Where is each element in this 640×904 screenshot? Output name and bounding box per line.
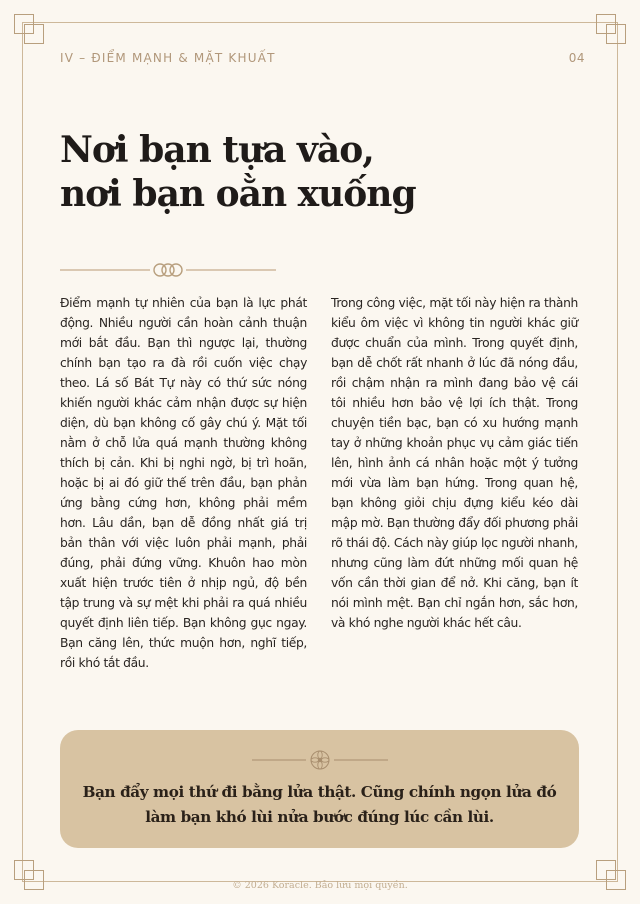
quote-text xyxy=(80,780,559,830)
quote-callout xyxy=(60,730,579,848)
corner-ornament-icon xyxy=(14,14,44,44)
chapter-label: IV – ĐIỂM MẠNH & MẶT KHUẤT xyxy=(60,51,276,65)
corner-ornament-icon xyxy=(596,14,626,44)
body-column-left: Điểm mạnh tự nhiên của bạn là lực phát động. Nhiều người cần hoàn cảnh thuận mới bắt đầu. Bạn thì ngược lại, thường chính bạn tạo ra đà rồi cuốn việc chạy theo. Lá số Bát Tự này có thứ sức nóng khiến người khác cảm nhận được sự hiện diện, dù bạn không cố gây chú ý. Mặt tối nằm ở chỗ lửa quá mạnh thường không thích bị cản. Khi bị nghi ngờ, bị trì hoãn, hoặc bị ai đó giữ thế trên đầu, bạn phản ứng bằng cứng hơn, không phải mềm hơn. Lâu dần, bạn dễ đồng nhất giá trị bản thân với việc luôn phải mạnh, phải đúng, phải đứng vững. Khuôn hao mòn xuất hiện trước tiên ở nhịp ngủ, độ bền tập trung và sự mệt khi phải ra quá nhiều quyết định liên tiếp. Bạn không gục ngay. Bạn căng lên, thức muộn hơn, nghĩ tiếp, rồi khó tắt đầu. xyxy=(60,296,307,670)
page-number: 04 xyxy=(568,51,585,65)
page-title-line-1: Nơi bạn tựa vào, xyxy=(60,129,374,171)
page-title xyxy=(60,128,580,216)
copyright-footer: © 2026 Koracle. Bảo lưu mọi quyền. xyxy=(232,880,408,891)
body-column-right: Trong công việc, mặt tối này hiện ra thành kiểu ôm việc vì không tin người khác giữ được chuẩn của mình. Trong quyết định, bạn dễ chốt rất nhanh ở lúc đã nóng đầu, rồi chậm nhận ra mình đang bảo vệ cái tôi nhiều hơn bảo vệ lợi ích thật. Trong chuyện tiền bạc, bạn có xu hướng mạnh tay ở những khoản phục vụ cảm giác tiến lên, hình ảnh cá nhân hoặc một ý tưởng mới vừa làm bạn hứng. Trong quan hệ, bạn không giỏi chịu đựng kiểu kéo dài mập mờ. Bạn thường đẩy đối phương phải rõ thái độ. Cách này giúp lọc người nhanh, nhưng cũng làm đứt những mối quan hệ vốn cần thời gian để nở. Khi căng, bạn ít nói mình mệt. Bạn chỉ ngắn hơn, sắc hơn, và khó nghe người khác hết câu. xyxy=(331,296,578,630)
running-header xyxy=(60,51,588,69)
page-title-line-2: nơi bạn oằn xuống xyxy=(60,173,416,215)
flower-ornament-icon xyxy=(252,748,388,772)
quote-line-1: Bạn đẩy mọi thứ đi bằng lửa thật. Cũng chính ngọn lửa đó xyxy=(82,783,557,801)
quote-line-2: làm bạn khó lùi nửa bước đúng lúc cần lùi. xyxy=(145,808,494,826)
rings-divider-icon xyxy=(60,260,276,280)
